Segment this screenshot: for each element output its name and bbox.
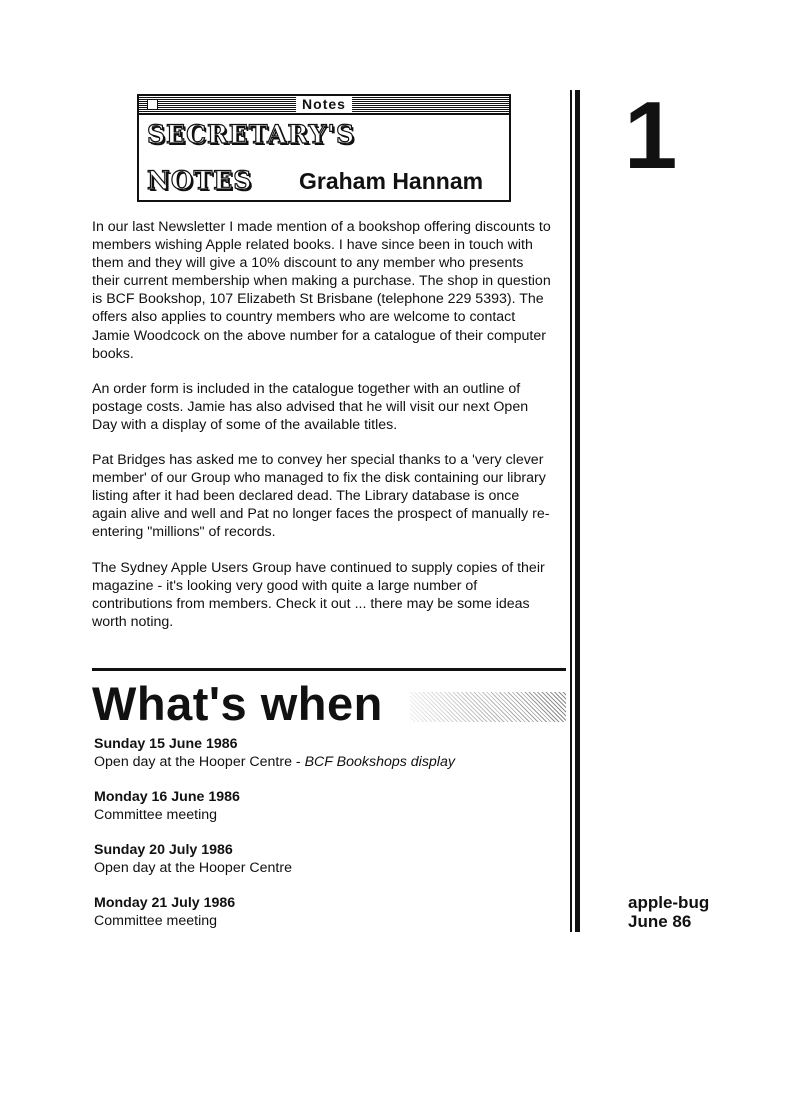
publication-footer	[628, 893, 709, 931]
notes-title-bar	[139, 96, 509, 115]
event-desc-italic: BCF Bookshops display	[304, 754, 455, 770]
hatched-bar-decoration	[410, 692, 566, 722]
close-box-icon	[147, 99, 158, 110]
article-paragraph: In our last Newsletter I made mention of a bookshop offering discounts to members wishing Apple related books. I have since been in touch with them and they will give a 10% discount to any member who presents their current membership when making a purchase. The shop in question is BCF Bookshop, 107 Elizabeth St Brisbane (telephone 229 5393). The offers also applies to country members who are welcome to contact Jamie Woodcock on the above number for a catalogue of their computer books.	[92, 219, 551, 362]
notes-heading: NOTES	[147, 166, 253, 195]
column-rule-thick	[575, 90, 580, 932]
event-date: Monday 21 July 1986	[94, 895, 236, 911]
event-item	[94, 841, 554, 877]
article-paragraph: An order form is included in the catalogue together with an outline of postage costs. Jamie has also advised that he will visit our next Open Day with a display of some of the available titles.	[92, 380, 529, 433]
secretarys-heading: SECRETARY'S	[147, 120, 356, 149]
events-list	[94, 735, 554, 947]
notes-window	[137, 94, 511, 202]
event-desc-text: Open day at the Hooper Centre -	[94, 754, 305, 770]
author-name: Graham Hannam	[299, 168, 484, 194]
event-date: Sunday 20 July 1986	[94, 842, 233, 858]
publication-name: apple-bug	[628, 893, 710, 912]
event-desc-text: Committee meeting	[94, 807, 218, 823]
event-desc-text: Open day at the Hooper Centre	[94, 860, 292, 876]
article-body	[92, 218, 552, 648]
article-paragraph: The Sydney Apple Users Group have continued to supply copies of their magazine - it's looking very good with quite a large number of contributions from members. Check it out ... there may be some ideas worth noting.	[92, 559, 545, 630]
event-item	[94, 894, 554, 930]
event-description	[94, 859, 554, 877]
event-date: Monday 16 June 1986	[94, 789, 240, 805]
event-description	[94, 806, 554, 824]
whats-when-heading: What's when	[92, 677, 383, 730]
event-item	[94, 735, 554, 771]
event-item	[94, 788, 554, 824]
column-rule-thin	[570, 90, 572, 932]
page-number: 1	[624, 82, 678, 189]
event-date: Sunday 15 June 1986	[94, 736, 238, 752]
article-paragraph: Pat Bridges has asked me to convey her special thanks to a 'very clever member' of our Group who managed to fix the disk containing our library listing after it had been declared dead. The Library database is once again alive and well and Pat no longer faces the prospect of manually re-entering "millions" of records.	[92, 452, 550, 541]
issue-date: June 86	[628, 912, 692, 931]
notes-title: Notes	[296, 96, 352, 113]
event-description	[94, 753, 554, 771]
section-divider	[92, 668, 566, 671]
event-desc-text: Committee meeting	[94, 913, 218, 929]
event-description	[94, 912, 554, 930]
